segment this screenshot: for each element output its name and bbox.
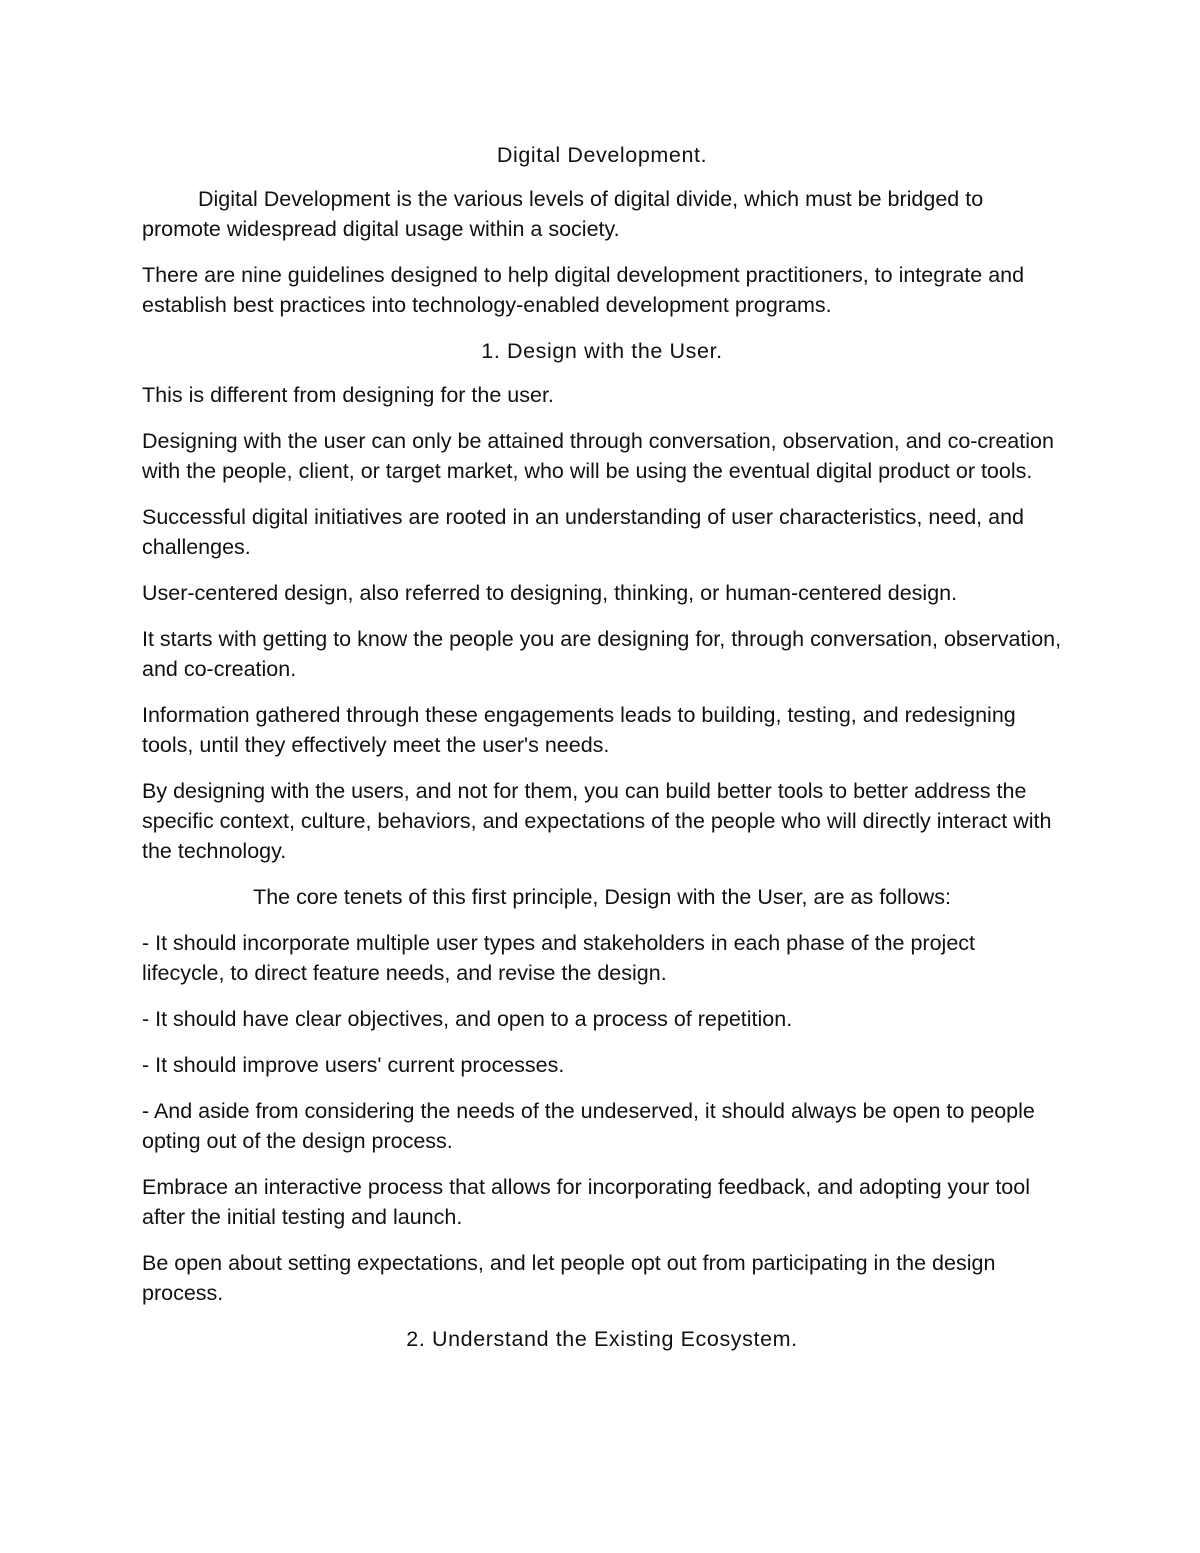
section-1-paragraph: User-centered design, also referred to designing, thinking, or human-centered design. bbox=[142, 581, 958, 605]
document-body bbox=[142, 140, 1062, 1368]
section-1-paragraph: This is different from designing for the user. bbox=[142, 383, 554, 407]
section-1-paragraph: Be open about setting expectations, and let people opt out from participating in the design process. bbox=[142, 1251, 996, 1305]
tenet-item: - It should improve users' current processes. bbox=[142, 1053, 565, 1077]
section-2-heading: 2. Understand the Existing Ecosystem. bbox=[406, 1327, 798, 1351]
section-1-paragraph: Information gathered through these engagements leads to building, testing, and redesigning tools, until they effectively meet the user's needs. bbox=[142, 703, 1016, 757]
tenets-intro: The core tenets of this first principle, Design with the User, are as follows: bbox=[253, 885, 951, 909]
guidelines-paragraph: There are nine guidelines designed to help digital development practitioners, to integrate and establish best practices into technology-enabled development programs. bbox=[142, 263, 1025, 317]
section-1-paragraph: It starts with getting to know the people you are designing for, through conversation, observation, and co-creation. bbox=[142, 627, 1062, 681]
section-1-paragraph: Embrace an interactive process that allows for incorporating feedback, and adopting your tool after the initial testing and launch. bbox=[142, 1175, 1030, 1229]
intro-paragraph: Digital Development is the various levels of digital divide, which must be bridged to promote widespread digital usage within a society. bbox=[142, 187, 984, 241]
document-title: Digital Development. bbox=[496, 143, 708, 167]
section-1-heading: 1. Design with the User. bbox=[481, 339, 723, 363]
tenet-item: - It should have clear objectives, and open to a process of repetition. bbox=[142, 1007, 793, 1031]
section-1-paragraph: By designing with the users, and not for them, you can build better tools to better address the specific context, culture, behaviors, and expectations of the people who will directly interact with the technology. bbox=[142, 779, 1052, 863]
section-1-paragraph: Designing with the user can only be attained through conversation, observation, and co-creation with the people, client, or target market, who will be using the eventual digital product or tools. bbox=[142, 429, 1054, 483]
tenet-item: - It should incorporate multiple user types and stakeholders in each phase of the project lifecycle, to direct feature needs, and revise the design. bbox=[142, 931, 976, 985]
section-1-paragraph: Successful digital initiatives are rooted in an understanding of user characteristics, need, and challenges. bbox=[142, 505, 1025, 559]
tenet-item: - And aside from considering the needs of the undeserved, it should always be open to people opting out of the design process. bbox=[142, 1099, 1035, 1153]
